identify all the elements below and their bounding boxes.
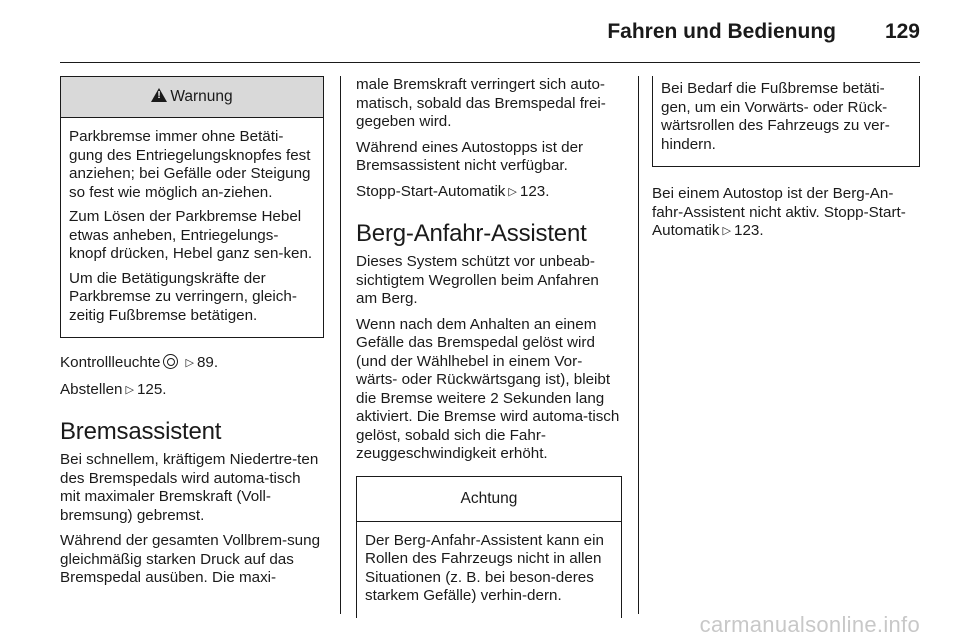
caution-box-continued-body xyxy=(653,76,919,166)
autostop-paragraph: Bei einem Autostop ist der Berg-An-fahr-Assistent nicht aktiv. Stopp-Start-Automatik ▷ 123. xyxy=(652,185,906,239)
column-2 xyxy=(356,76,622,632)
watermark: carmanualsonline.info xyxy=(699,612,920,637)
caution-paragraph: Der Berg-Anfahr-Assistent kann ein Rollen des Fahrzeugs nicht in allen Situationen (z. B. bei beson-deres starkem Gefälle) verhin-dern. xyxy=(365,531,604,604)
triangle-right-icon: ▷ xyxy=(722,225,731,237)
stopp-start-reference: Stopp-Start-Automatik ▷ 123. xyxy=(356,182,550,200)
heading-berg-anfahr-assistent: Berg-Anfahr-Assistent xyxy=(356,220,587,247)
page-number: 129 xyxy=(884,20,920,43)
column-divider-1 xyxy=(340,76,341,614)
body-paragraph: Während eines Autostopps ist der Bremsassistent nicht verfügbar. xyxy=(356,138,584,174)
header-rule xyxy=(60,62,920,63)
column-divider-2 xyxy=(638,76,639,614)
warning-title: Warnung xyxy=(170,88,233,105)
body-paragraph: Während der gesamten Vollbrem-sung gleichmäßig starken Druck auf das Bremspedal ausüben. Die maxi- xyxy=(60,532,321,586)
abstellen-reference: Abstellen ▷ 125. xyxy=(60,380,167,398)
page-link-89[interactable]: 89. xyxy=(196,354,219,371)
page-link-123[interactable]: 123. xyxy=(734,222,764,239)
page-link-125[interactable]: 125. xyxy=(136,380,167,398)
warning-box xyxy=(60,76,324,338)
triangle-right-icon: ▷ xyxy=(508,185,517,198)
page-header xyxy=(60,20,920,50)
section-title: Fahren und Bedienung xyxy=(607,20,836,43)
warning-paragraph: Parkbremse immer ohne Betäti-gung des Entriegelungsknopfes fest anziehen; bei Gefälle oder Steigung so fest wie möglich an-ziehen. xyxy=(69,128,311,201)
warning-box-body xyxy=(61,118,323,337)
caution-paragraph: Bei Bedarf die Fußbremse betäti-gen, um ein Vorwärts- oder Rück-wärtsrollen des Fahrzeugs zu ver-hindern. xyxy=(661,80,890,153)
body-paragraph: Bei schnellem, kräftigem Niedertre-ten des Bremspedals wird automa-tisch mit maximaler Bremskraft (Voll-bremsung) gebremst. xyxy=(60,451,319,524)
warning-box-header xyxy=(61,77,323,118)
triangle-right-icon: ▷ xyxy=(185,357,194,369)
caution-box-continued xyxy=(652,76,920,167)
heading-bremsassistent: Bremsassistent xyxy=(60,418,222,445)
body-paragraph: Wenn nach dem Anhalten an einem Gefälle das Bremspedal gelöst wird (und der Wählhebel in einem Vor-wärts- oder Rückwärtsgang ist), bleibt die Bremse weitere 2 Sekunden lang aktiviert. Die Bremse wird automa-tisch gelöst, sobald sich die Fahr-zeuggeschwindigkeit erhöht. xyxy=(356,315,620,462)
triangle-right-icon: ▷ xyxy=(125,383,134,396)
warning-paragraph: Zum Lösen der Parkbremse Hebel etwas anheben, Entriegelungs-knopf drücken, Hebel ganz sen-ken. xyxy=(69,208,313,262)
page-link-123[interactable]: 123. xyxy=(519,182,550,200)
column-1 xyxy=(60,76,324,595)
column-3 xyxy=(652,76,922,249)
warning-triangle-icon xyxy=(151,88,167,102)
brake-warning-light-icon xyxy=(163,354,178,369)
caution-box xyxy=(356,476,622,618)
caution-box-header: Achtung xyxy=(357,477,621,522)
caution-box-body xyxy=(357,522,621,618)
warning-paragraph: Um die Betätigungskräfte der Parkbremse zu verringern, gleich-zeitig Fußbremse betätigen. xyxy=(69,269,297,324)
kontrollleuchte-reference: Kontrollleuchte ▷ 89. xyxy=(60,354,219,371)
body-paragraph: Dieses System schützt vor unbeab-sichtigtem Wegrollen beim Anfahren am Berg. xyxy=(356,253,599,307)
body-paragraph: male Bremskraft verringert sich auto-matisch, sobald das Bremspedal frei-gegeben wird. xyxy=(356,76,606,130)
